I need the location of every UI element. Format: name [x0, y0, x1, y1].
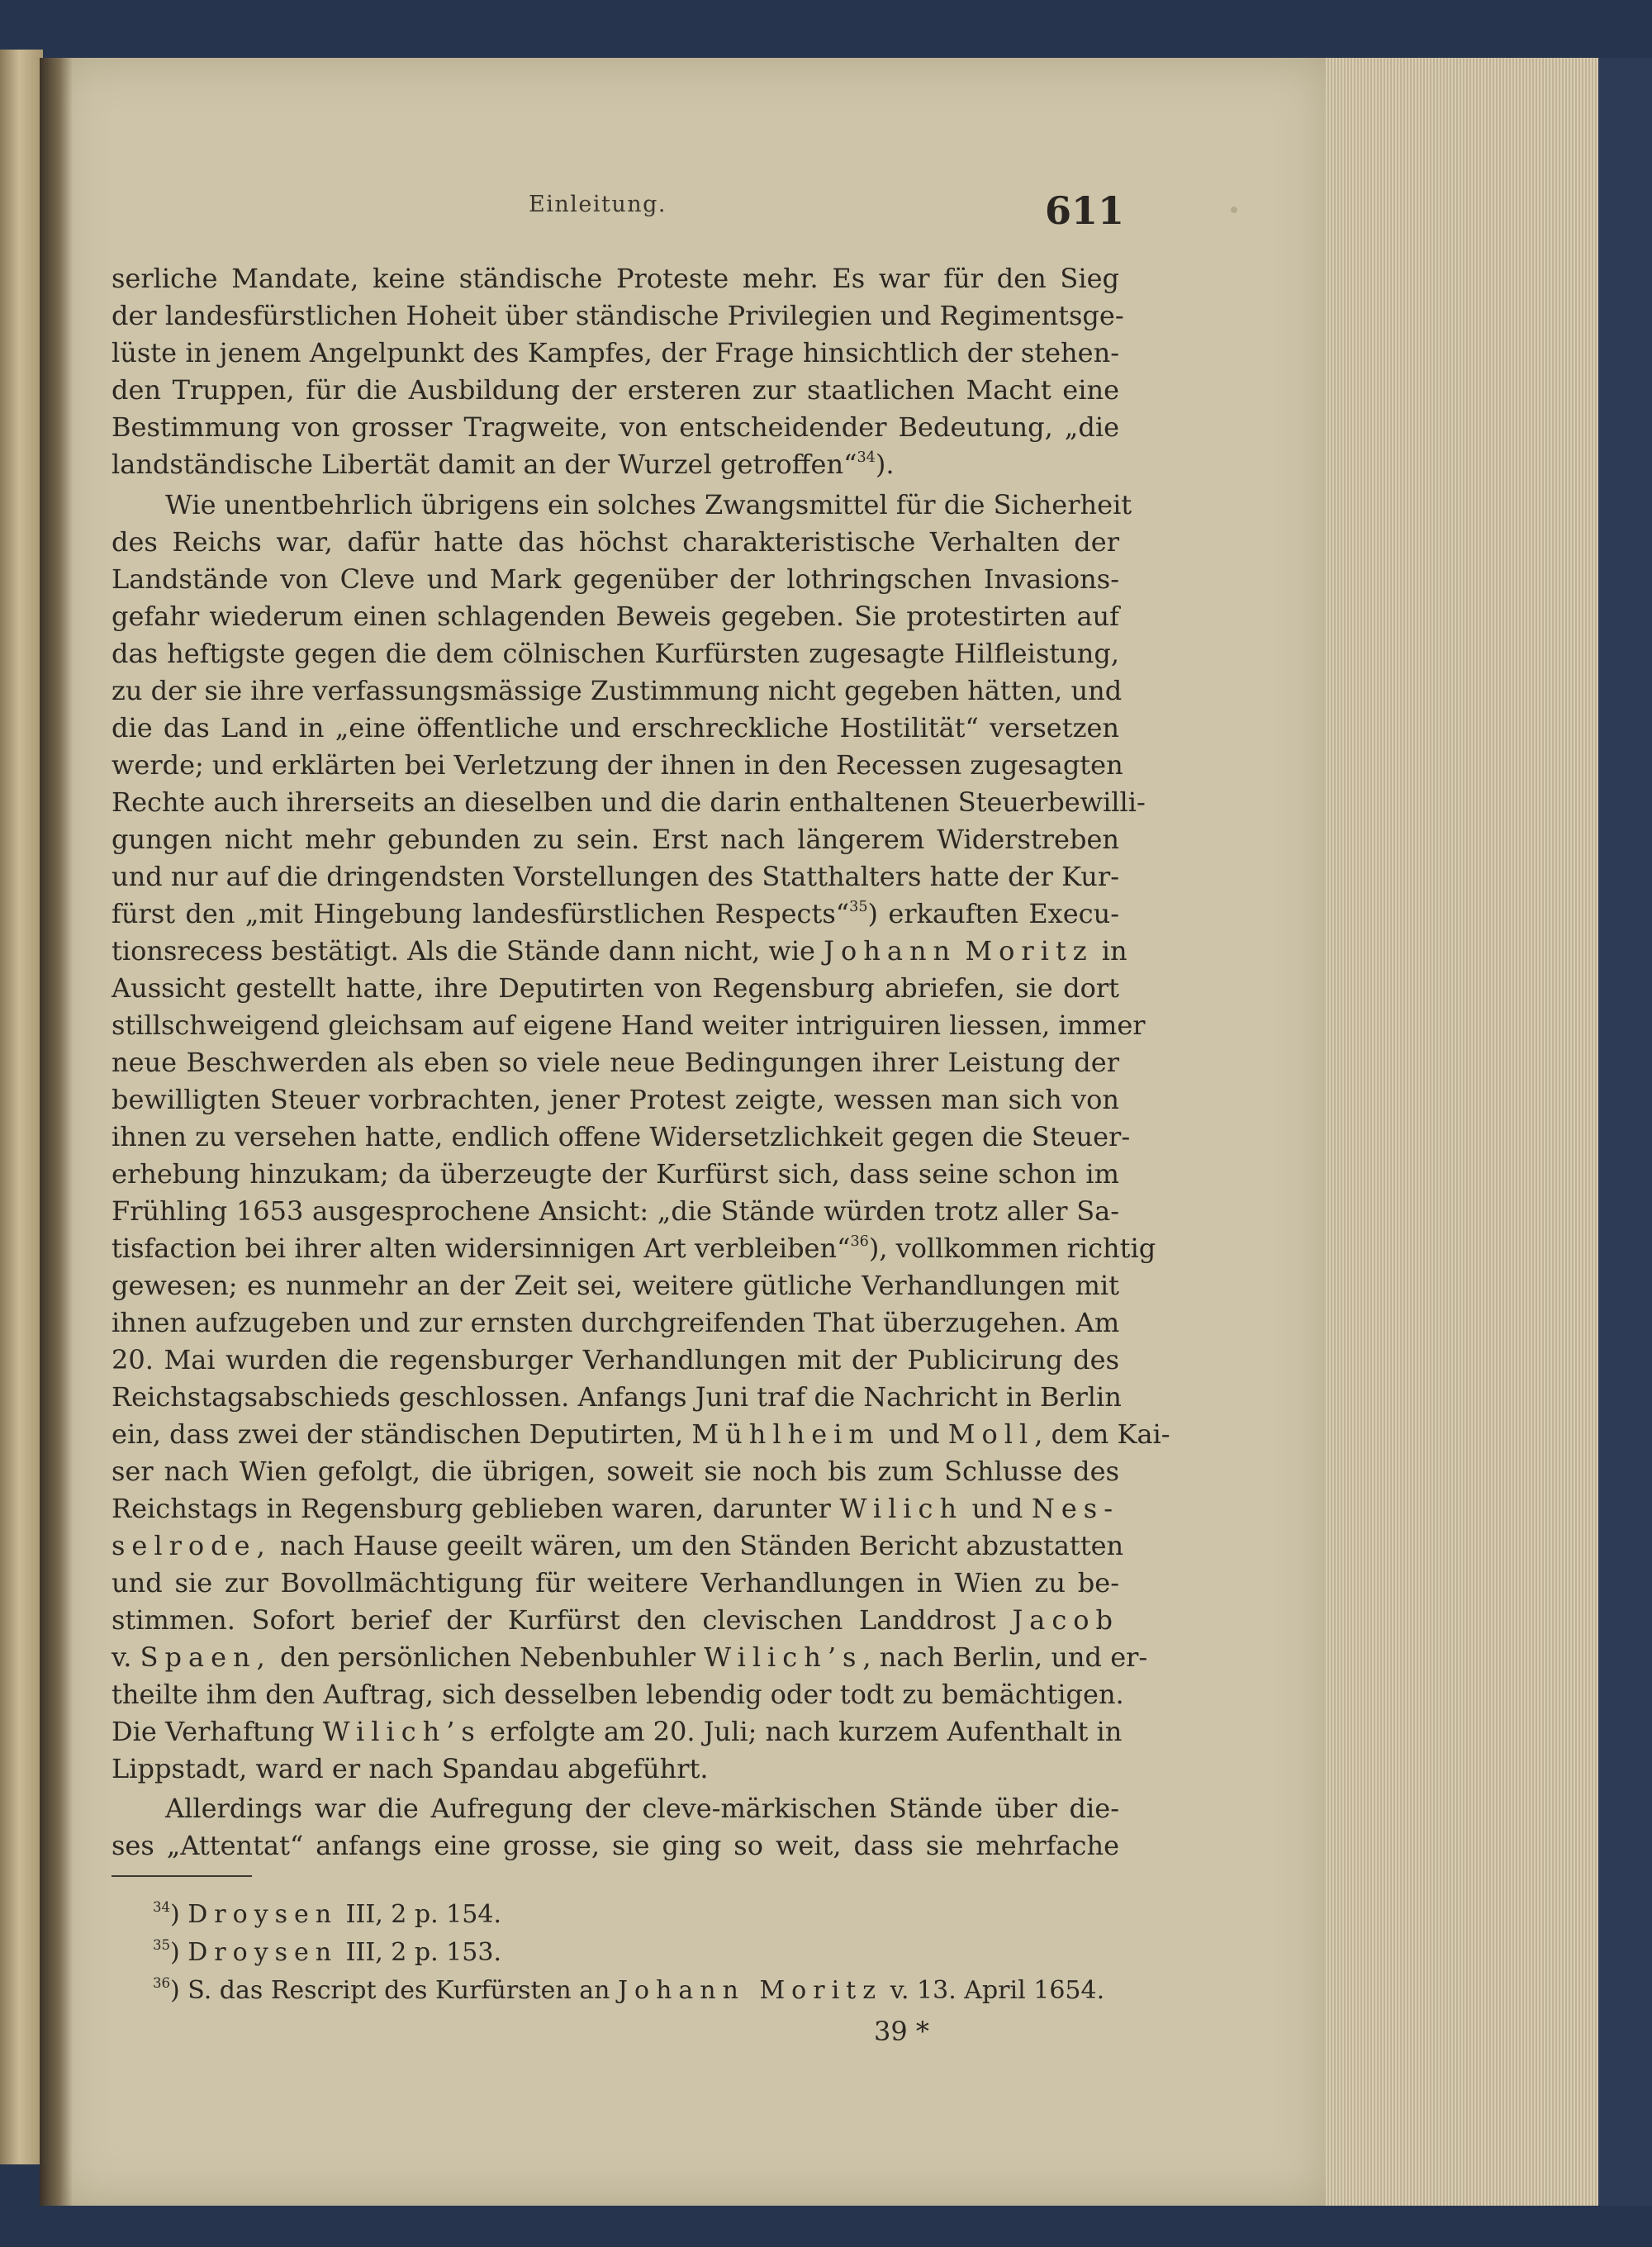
text-line: 20. Mai wurden die regensburger Verhandlungen mit der Publicirung des [112, 1344, 1119, 1375]
gutter-shadow [40, 58, 73, 2206]
text-line: Bestimmung von grosser Tragweite, von entscheidender Bedeutung, „die [112, 411, 1119, 443]
text-line: werde; und erklärten bei Verletzung der ihnen in den Recessen zugesagten [112, 749, 1123, 781]
page-number: 611 [1045, 188, 1125, 233]
text-line: fürst den „mit Hingebung landesfürstlichen Respects“$^{35}$) erkauften Execu- [112, 898, 1120, 929]
page-edges [1326, 58, 1598, 2206]
footnote: $^{34}$) Droysen III, 2 p. 154. [153, 1898, 501, 1929]
text-line: gewesen; es nunmehr an der Zeit sei, weitere gütliche Verhandlungen mit [112, 1270, 1119, 1301]
text-line: Rechte auch ihrerseits an dieselben und die darin enthaltenen Steuerbewilli- [112, 786, 1146, 818]
signature-mark: 39 * [874, 2016, 929, 2047]
text-line: lüste in jenem Angelpunkt des Kampfes, der Frage hinsichtlich der stehen- [112, 337, 1119, 368]
text-line: der landesfürstlichen Hoheit über ständische Privilegien und Regimentsge- [112, 300, 1124, 331]
left-page-edge [0, 50, 43, 2164]
paper-spot [1231, 207, 1237, 213]
text-line: neue Beschwerden als eben so viele neue Bedingungen ihrer Leistung der [112, 1047, 1119, 1078]
text-line: Aussicht gestellt hatte, ihre Deputirten von Regensburg abriefen, sie dort [112, 972, 1119, 1004]
text-line: Reichstagsabschieds geschlossen. Anfangs Juni traf die Nachricht in Berlin [112, 1381, 1122, 1413]
text-line: Die Verhaftung Wilich’s erfolgte am 20. Juli; nach kurzem Aufenthalt in [112, 1716, 1123, 1747]
text-line: bewilligten Steuer vorbrachten, jener Protest zeigte, wessen man sich von [112, 1084, 1119, 1115]
text-line: landständische Libertät damit an der Wurzel getroffen“$^{34}$). [112, 449, 895, 480]
text-line: tisfaction bei ihrer alten widersinnigen Art verbleiben“$^{36}$), vollkommen richtig [112, 1233, 1156, 1264]
footnote: $^{36}$) S. das Rescript des Kurfürsten an Johann Moritz v. 13. April 1654. [153, 1974, 1105, 2005]
text-line: das heftigste gegen die dem cölnischen Kurfürsten zugesagte Hilfleistung, [112, 638, 1119, 669]
text-line: Landstände von Cleve und Mark gegenüber der lothringschen Invasions- [112, 563, 1119, 595]
text-line: stillschweigend gleichsam auf eigene Hand weiter intriguiren liessen, immer [112, 1009, 1146, 1041]
text-line: Allerdings war die Aufregung der cleve-märkischen Stände über die- [165, 1793, 1119, 1824]
text-line: ses „Attentat“ anfangs eine grosse, sie ging so weit, dass sie mehrfache [112, 1830, 1119, 1861]
text-line: Wie unentbehrlich übrigens ein solches Zwangsmittel für die Sicherheit [165, 489, 1132, 520]
footnote-ref: 35 [849, 898, 868, 915]
footnote-ref: 36 [850, 1233, 869, 1250]
text-line: ser nach Wien gefolgt, die übrigen, soweit sie noch bis zum Schlusse des [112, 1456, 1119, 1487]
text-line: selrode, nach Hause geeilt wären, um den Ständen Bericht abzustatten [112, 1530, 1124, 1561]
text-line: ein, dass zwei der ständischen Deputirten, Mühlheim und Moll, dem Kai- [112, 1418, 1170, 1450]
text-line: Reichstags in Regensburg geblieben waren, darunter Wilich und Nes- [112, 1493, 1120, 1524]
text-line: des Reichs war, dafür hatte das höchst charakteristische Verhalten der [112, 526, 1119, 558]
text-line: gefahr wiederum einen schlagenden Beweis gegeben. Sie protestirten auf [112, 601, 1119, 632]
footnote: $^{35}$) Droysen III, 2 p. 153. [153, 1936, 501, 1967]
text-line: erhebung hinzukam; da überzeugte der Kurfürst sich, dass seine schon im [112, 1158, 1119, 1190]
running-title: Einleitung. [529, 192, 667, 217]
text-line: zu der sie ihre verfassungsmässige Zustimmung nicht gegeben hätten, und [112, 675, 1123, 706]
text-line: den Truppen, für die Ausbildung der ersteren zur staatlichen Macht eine [112, 374, 1119, 406]
text-line: stimmen. Sofort berief der Kurfürst den clevischen Landdrost Jacob [112, 1604, 1120, 1636]
book-cover-edge [1598, 58, 1652, 2206]
text-line: ihnen aufzugeben und zur ernsten durchgreifenden That überzugehen. Am [112, 1307, 1120, 1338]
footnote-ref: 34 [857, 449, 876, 466]
text-line: gungen nicht mehr gebunden zu sein. Erst nach längerem Widerstreben [112, 824, 1119, 855]
text-line: Lippstadt, ward er nach Spandau abgeführt. [112, 1753, 709, 1784]
text-line: die das Land in „eine öffentliche und erschreckliche Hostilität“ versetzen [112, 712, 1119, 743]
text-line: Frühling 1653 ausgesprochene Ansicht: „die Stände würden trotz aller Sa- [112, 1195, 1119, 1227]
footnote-rule [112, 1875, 252, 1877]
text-line: v. Spaen, den persönlichen Nebenbuhler Wilich’s, nach Berlin, und er- [112, 1641, 1148, 1673]
text-line: und nur auf die dringendsten Vorstellungen des Statthalters hatte der Kur- [112, 861, 1119, 892]
text-line: serliche Mandate, keine ständische Proteste mehr. Es war für den Sieg [112, 263, 1119, 294]
text-line: theilte ihm den Auftrag, sich desselben lebendig oder todt zu bemächtigen. [112, 1679, 1124, 1710]
text-line: ihnen zu versehen hatte, endlich offene Widersetzlichkeit gegen die Steuer- [112, 1121, 1131, 1152]
text-line: und sie zur Bovollmächtigung für weitere Verhandlungen in Wien zu be- [112, 1567, 1119, 1599]
text-line: tionsrecess bestätigt. Als die Stände dann nicht, wie Johann Moritz in [112, 935, 1127, 967]
